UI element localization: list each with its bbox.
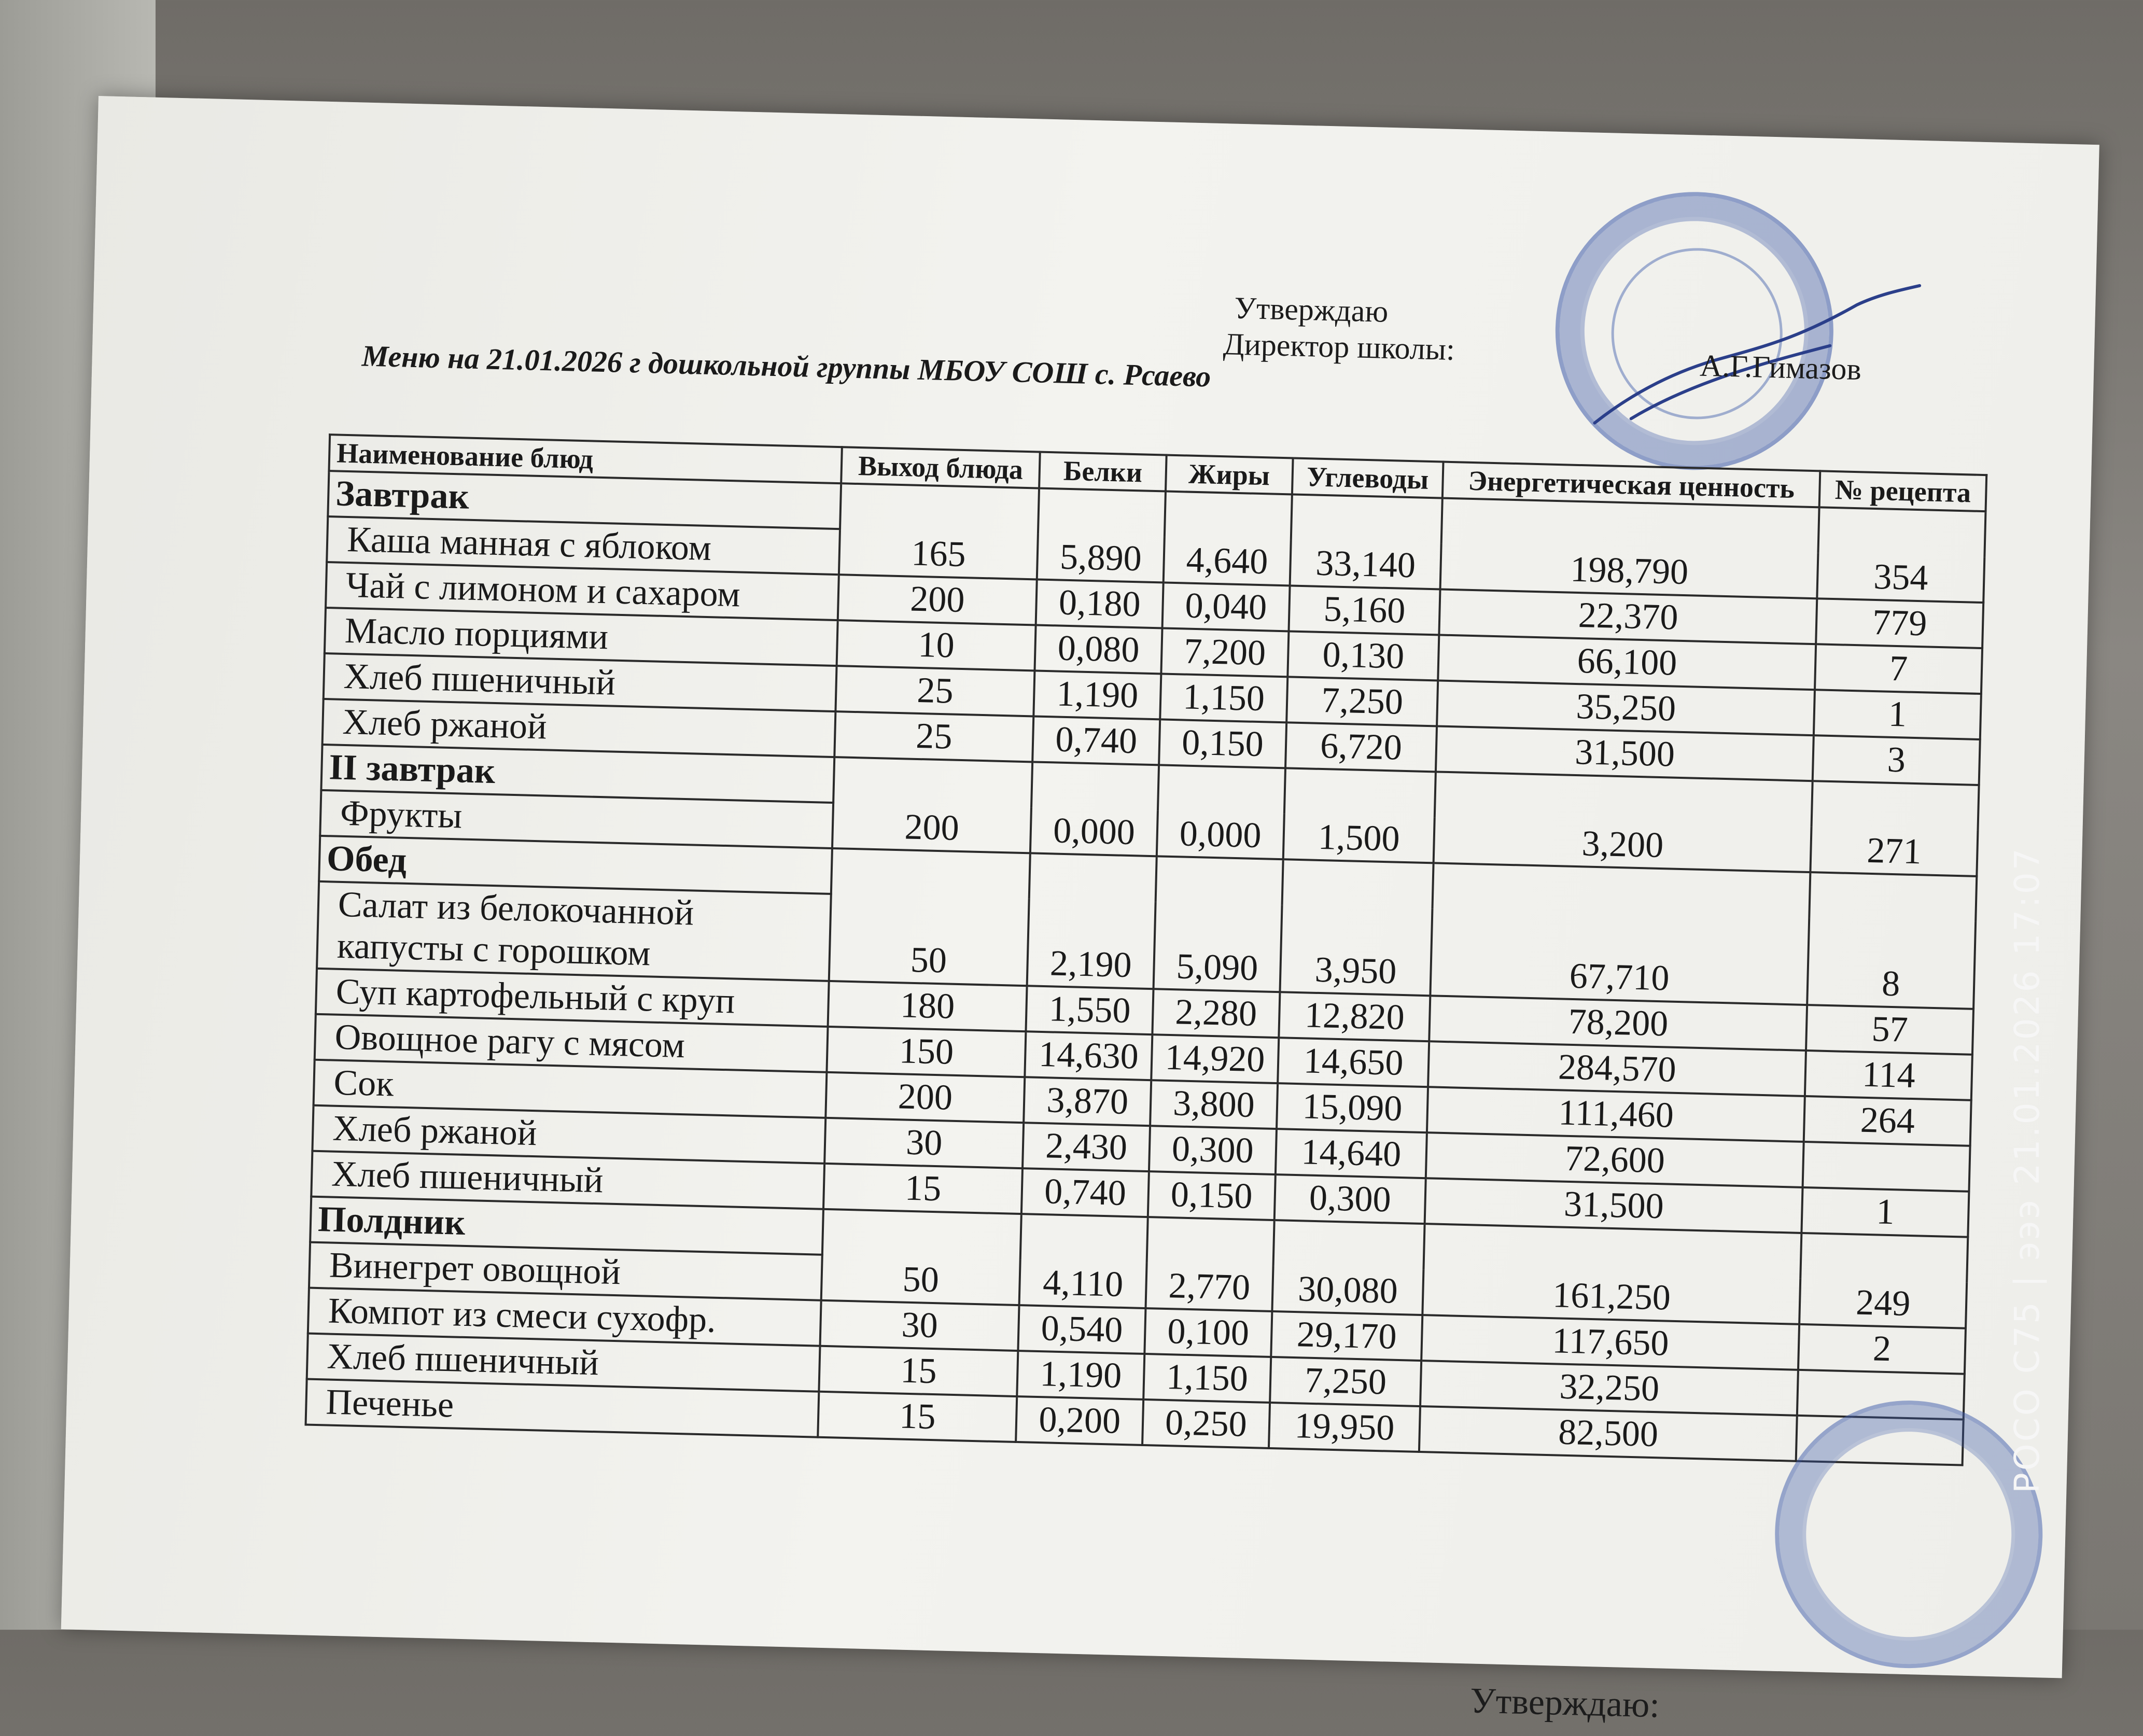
menu-document-sheet [61,96,2099,1726]
dish-name [317,881,831,981]
cell-energy: 3,200 [1434,772,1813,872]
dish-name-line: Каша манная с яблоком [346,519,712,569]
header-protein: Белки [1039,452,1166,492]
cell-yield: 15 [823,1164,1023,1214]
cell-carbs: 29,170 [1271,1311,1423,1361]
cell-protein: 2,190 [1027,853,1157,989]
section-label: Завтрак [328,471,841,529]
dish-name-line: Хлеб ржаной [342,702,548,747]
dish-name-line: Компот из смеси сухофр. [327,1291,717,1340]
cell-fat: 1,150 [1160,674,1287,722]
cell-recipe: 3 [1813,735,1980,785]
cell-fat: 0,000 [1157,765,1285,859]
cell-carbs: 14,650 [1278,1038,1430,1087]
cell-recipe: 1 [1802,1187,1969,1237]
cell-protein: 0,740 [1021,1168,1149,1217]
cell-yield: 30 [824,1118,1024,1168]
approval-line: Утверждаю [1234,290,1389,329]
cell-fat: 5,090 [1154,856,1283,992]
cell-fat: 2,770 [1145,1217,1274,1311]
cell-protein: 2,430 [1023,1123,1150,1171]
cell-fat: 0,150 [1148,1171,1276,1220]
cell-protein: 0,000 [1030,762,1159,856]
cell-yield: 50 [821,1209,1021,1305]
cell-yield: 200 [825,1072,1025,1123]
cell-yield: 180 [828,981,1027,1031]
cell-carbs: 30,080 [1272,1220,1425,1315]
cell-yield: 200 [832,757,1032,853]
cell-carbs: 15,090 [1277,1083,1428,1132]
cell-fat: 0,300 [1149,1126,1277,1174]
cell-protein: 0,740 [1032,716,1160,765]
cell-energy: 35,250 [1437,680,1815,735]
cell-yield: 25 [834,711,1033,762]
cell-protein: 0,540 [1018,1305,1146,1354]
header-dish-name: Наименование блюд [329,435,842,483]
cell-carbs: 1,500 [1283,768,1436,863]
cell-recipe: 271 [1811,781,1979,876]
cell-fat: 0,100 [1144,1308,1272,1357]
cell-yield: 25 [835,666,1034,716]
cell-carbs: 19,950 [1269,1403,1421,1452]
cell-protein: 0,180 [1036,580,1164,628]
director-name: А.Г.Гимазов [1699,348,1862,387]
cell-energy: 32,250 [1420,1361,1798,1416]
header-fat: Жиры [1166,455,1293,495]
dish-name-line: Чай с лимоном и сахаром [345,565,741,615]
header-carbs: Углеводы [1292,458,1444,498]
cell-fat: 1,150 [1143,1354,1271,1403]
camera-watermark [1996,62,2100,1514]
cell-recipe: 249 [1799,1233,1968,1328]
cell-carbs: 7,250 [1286,677,1438,726]
cell-carbs: 0,300 [1274,1174,1426,1224]
cell-fat: 2,280 [1152,989,1280,1038]
cell-energy: 82,500 [1419,1406,1797,1461]
section-label: Обед [319,836,832,894]
cell-protein: 1,550 [1026,986,1154,1034]
cell-protein: 3,870 [1024,1077,1151,1126]
cell-energy: 111,460 [1427,1087,1805,1142]
cell-fat: 0,040 [1162,582,1290,631]
cell-recipe: 264 [1804,1096,1971,1146]
cell-recipe: 1 [1814,690,1981,739]
cell-carbs: 3,950 [1280,859,1434,996]
watermark-text: POCO C75 | эээ 21.01.2026 17:07 [2007,846,2047,1493]
cell-recipe: 114 [1805,1051,1972,1100]
cell-fat: 3,800 [1150,1080,1278,1129]
cell-protein: 0,080 [1035,625,1162,674]
header-energy: Энергетическая ценность [1442,462,1820,508]
cell-carbs: 6,720 [1285,722,1437,772]
menu-table [304,433,1987,1466]
cell-fat: 14,920 [1151,1034,1279,1083]
cell-protein: 4,110 [1019,1214,1148,1308]
cell-energy: 31,500 [1436,726,1814,781]
dish-name-line: Хлеб пшеничный [343,656,616,703]
cell-energy: 22,370 [1439,590,1817,645]
cell-carbs: 33,140 [1290,494,1442,589]
dish-name-line: Хлеб ржаной [332,1108,538,1154]
cell-fat: 4,640 [1164,492,1292,586]
dish-name-line: Овощное рагу с мясом [334,1017,685,1066]
cell-carbs: 7,250 [1270,1357,1422,1406]
document-title: Меню на 21.01.2026 г дошкольной группы МБОУ СОШ с. Рсаево [361,339,1212,394]
cell-yield: 200 [838,575,1037,625]
cell-yield: 15 [819,1346,1018,1396]
dish-name-line: Печенье [325,1382,455,1425]
cell-protein: 1,190 [1017,1351,1145,1399]
cell-protein: 0,200 [1016,1396,1143,1445]
footer-approval: Утверждаю: [1469,1681,1660,1726]
dish-name-line: Винегрет овощной [329,1245,621,1293]
cell-protein: 14,630 [1025,1031,1153,1080]
dish-name-line: Суп картофельный с круп [335,971,736,1021]
dish-name-line: Сок [333,1062,395,1104]
cell-protein: 5,890 [1037,488,1166,583]
cell-yield: 165 [839,483,1039,579]
cell-energy: 78,200 [1430,996,1808,1051]
cell-carbs: 5,160 [1288,585,1440,635]
cell-yield: 50 [829,848,1030,986]
cell-energy: 198,790 [1440,498,1819,599]
dish-name-line: Хлеб пшеничный [331,1154,604,1201]
cell-yield: 15 [818,1392,1017,1442]
cell-energy: 66,100 [1438,635,1816,690]
director-label: Директор школы: [1223,327,1455,367]
dish-name-line: Хлеб пшеничный [326,1336,599,1383]
cell-yield: 30 [820,1300,1019,1351]
cell-carbs: 12,820 [1279,992,1431,1041]
cell-energy: 284,570 [1428,1041,1806,1096]
cell-fat: 7,200 [1161,628,1288,677]
cell-fat: 0,150 [1159,719,1286,768]
cell-energy: 67,710 [1431,863,1811,1005]
cell-fat: 0,250 [1142,1399,1270,1448]
approval-block [1223,289,1456,368]
dish-name-line-2: капусты с горошком [337,926,651,974]
section-label: II завтрак [321,745,834,803]
cell-recipe: 779 [1816,598,1983,648]
cell-carbs: 14,640 [1276,1129,1427,1178]
cell-energy: 31,500 [1425,1178,1803,1233]
dish-name-line: Масло порциями [344,610,609,657]
cell-energy: 72,600 [1426,1132,1804,1187]
cell-carbs: 0,130 [1287,631,1439,680]
header-yield: Выход блюда [841,447,1040,488]
dish-name-line: Фрукты [340,793,463,836]
cell-recipe: 7 [1815,644,1982,694]
cell-recipe: 2 [1798,1324,1966,1374]
section-label: Полдник [310,1197,823,1255]
cell-protein: 1,190 [1034,670,1161,719]
cell-energy: 161,250 [1423,1224,1802,1324]
cell-yield: 150 [827,1027,1026,1077]
cell-recipe: 8 [1807,872,1977,1009]
cell-energy: 117,650 [1422,1315,1800,1370]
cell-yield: 10 [837,620,1036,670]
header-recipe: № рецепта [1819,471,1986,511]
cell-recipe: 57 [1806,1005,1973,1055]
dish-name-line: Салат из белокочанной [338,884,695,933]
cell-recipe [1803,1142,1970,1192]
cell-recipe: 354 [1817,507,1986,603]
